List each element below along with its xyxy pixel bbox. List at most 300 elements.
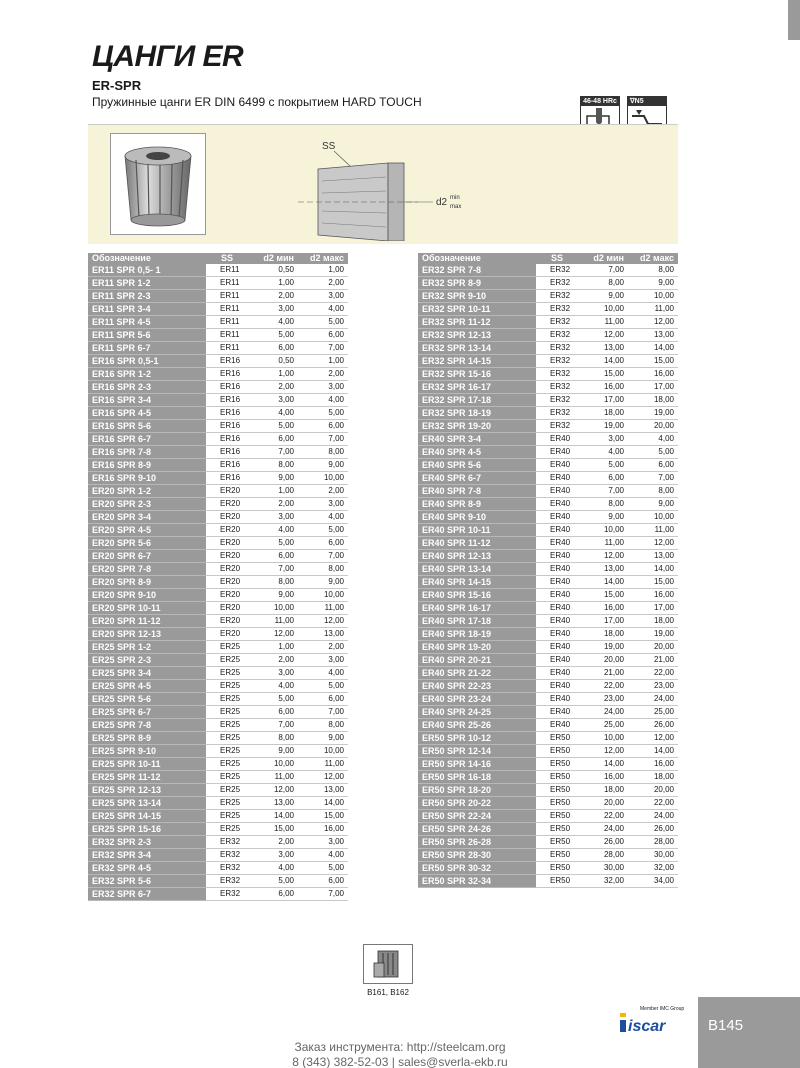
ss-cell: ER32	[206, 888, 248, 901]
d2-min-cell: 5,00	[248, 537, 298, 550]
d2-max-cell: 7,00	[298, 550, 348, 563]
d2-max-cell: 4,00	[298, 394, 348, 407]
ss-cell: ER40	[536, 654, 578, 667]
designation-cell: ER50 SPR 20-22	[418, 797, 536, 810]
table-row	[418, 407, 678, 420]
footer-order-line: Заказ инструмента: http://steelcam.org	[294, 1040, 506, 1054]
designation-cell: ER50 SPR 22-24	[418, 810, 536, 823]
d2-min-cell: 9,00	[248, 745, 298, 758]
d2-max-cell: 12,00	[628, 732, 678, 745]
collet-table-right	[418, 253, 678, 888]
table-row	[88, 485, 348, 498]
d2-max-cell: 9,00	[628, 498, 678, 511]
table-row	[418, 576, 678, 589]
designation-cell: ER25 SPR 5-6	[88, 693, 206, 706]
d2-max-cell: 16,00	[628, 589, 678, 602]
d2-min-cell: 9,00	[578, 511, 628, 524]
d2-min-cell: 4,00	[248, 680, 298, 693]
d2-min-cell: 0,50	[248, 264, 298, 277]
d2-max-cell: 13,00	[298, 784, 348, 797]
d2-min-cell: 8,00	[578, 277, 628, 290]
d2-max-cell: 9,00	[298, 459, 348, 472]
designation-cell: ER40 SPR 23-24	[418, 693, 536, 706]
table-row	[88, 368, 348, 381]
ss-cell: ER32	[536, 329, 578, 342]
ss-cell: ER16	[206, 381, 248, 394]
d2-min-cell: 15,00	[578, 368, 628, 381]
page-number: B145	[708, 1017, 744, 1034]
iscar-logo	[620, 1004, 685, 1039]
d2-max-cell: 14,00	[628, 342, 678, 355]
designation-cell: ER50 SPR 16-18	[418, 771, 536, 784]
d2-max-cell: 18,00	[628, 394, 678, 407]
table-row	[88, 563, 348, 576]
table-row	[418, 550, 678, 563]
ss-cell: ER32	[536, 303, 578, 316]
d2-max-cell: 21,00	[628, 654, 678, 667]
table-row	[418, 303, 678, 316]
ss-cell: ER32	[206, 875, 248, 888]
d2-min-cell: 15,00	[578, 589, 628, 602]
table-row	[88, 446, 348, 459]
ss-cell: ER25	[206, 810, 248, 823]
designation-cell: ER20 SPR 9-10	[88, 589, 206, 602]
header-designation: Обозначение	[418, 253, 536, 264]
table-row	[88, 719, 348, 732]
designation-cell: ER11 SPR 2-3	[88, 290, 206, 303]
designation-cell: ER50 SPR 26-28	[418, 836, 536, 849]
d2-max-cell: 20,00	[628, 641, 678, 654]
designation-cell: ER32 SPR 16-17	[418, 381, 536, 394]
d2-min-cell: 7,00	[248, 719, 298, 732]
table-row	[88, 784, 348, 797]
d2-max-cell: 16,00	[628, 368, 678, 381]
ss-cell: ER16	[206, 446, 248, 459]
ss-cell: ER40	[536, 693, 578, 706]
designation-cell: ER40 SPR 11-12	[418, 537, 536, 550]
table-row	[418, 602, 678, 615]
d2-min-cell: 28,00	[578, 849, 628, 862]
d2-min-cell: 13,00	[248, 797, 298, 810]
reference-pages: B161, B162	[367, 988, 409, 997]
d2-max-cell: 9,00	[628, 277, 678, 290]
designation-cell: ER40 SPR 22-23	[418, 680, 536, 693]
table-row	[88, 498, 348, 511]
min-label: min	[450, 195, 460, 201]
table-row	[418, 810, 678, 823]
max-label: max	[450, 204, 462, 210]
d2-min-cell: 6,00	[248, 433, 298, 446]
d2-min-cell: 2,00	[248, 290, 298, 303]
ss-cell: ER16	[206, 368, 248, 381]
d2-max-cell: 16,00	[628, 758, 678, 771]
d2-max-cell: 15,00	[298, 810, 348, 823]
table-row	[418, 433, 678, 446]
d2-min-cell: 5,00	[248, 693, 298, 706]
d2-min-cell: 32,00	[578, 875, 628, 888]
d2-min-cell: 1,00	[248, 485, 298, 498]
d2-min-cell: 2,00	[248, 381, 298, 394]
table-row	[88, 693, 348, 706]
table-row	[88, 745, 348, 758]
designation-cell: ER32 SPR 2-3	[88, 836, 206, 849]
ss-cell: ER40	[536, 589, 578, 602]
d2-min-cell: 25,00	[578, 719, 628, 732]
collet-dimension-diagram	[298, 133, 498, 241]
ss-cell: ER16	[206, 420, 248, 433]
d2-max-cell: 4,00	[298, 511, 348, 524]
d2-max-cell: 12,00	[298, 771, 348, 784]
designation-cell: ER32 SPR 8-9	[418, 277, 536, 290]
table-row	[418, 316, 678, 329]
table-row	[88, 641, 348, 654]
designation-cell: ER40 SPR 4-5	[418, 446, 536, 459]
ss-cell: ER32	[536, 316, 578, 329]
d2-min-cell: 8,00	[248, 732, 298, 745]
ss-cell: ER25	[206, 667, 248, 680]
ss-cell: ER25	[206, 784, 248, 797]
ss-cell: ER32	[536, 394, 578, 407]
ss-cell: ER50	[536, 745, 578, 758]
ss-cell: ER11	[206, 342, 248, 355]
ss-cell: ER32	[206, 836, 248, 849]
table-row	[418, 446, 678, 459]
table-row	[418, 459, 678, 472]
d2-max-cell: 14,00	[628, 745, 678, 758]
d2-min-cell: 7,00	[578, 485, 628, 498]
table-row	[418, 537, 678, 550]
ss-cell: ER50	[536, 797, 578, 810]
designation-cell: ER32 SPR 4-5	[88, 862, 206, 875]
ss-cell: ER32	[536, 407, 578, 420]
d2-min-cell: 3,00	[248, 849, 298, 862]
d2-min-cell: 1,00	[248, 277, 298, 290]
d2-max-cell: 30,00	[628, 849, 678, 862]
table-row	[88, 758, 348, 771]
d2-max-cell: 7,00	[298, 888, 348, 901]
designation-cell: ER32 SPR 14-15	[418, 355, 536, 368]
designation-cell: ER25 SPR 7-8	[88, 719, 206, 732]
designation-cell: ER40 SPR 14-15	[418, 576, 536, 589]
d2-max-cell: 16,00	[298, 823, 348, 836]
ss-cell: ER25	[206, 719, 248, 732]
designation-cell: ER20 SPR 8-9	[88, 576, 206, 589]
d2-max-cell: 8,00	[628, 264, 678, 277]
table-row	[88, 537, 348, 550]
ss-cell: ER25	[206, 732, 248, 745]
d2-max-cell: 32,00	[628, 862, 678, 875]
table-row	[88, 329, 348, 342]
table-row	[418, 758, 678, 771]
d2-min-cell: 5,00	[578, 459, 628, 472]
d2-min-cell: 24,00	[578, 823, 628, 836]
d2-min-cell: 7,00	[248, 563, 298, 576]
d2-max-cell: 11,00	[628, 524, 678, 537]
d2-max-cell: 10,00	[298, 472, 348, 485]
d2-max-cell: 5,00	[298, 316, 348, 329]
designation-cell: ER32 SPR 17-18	[418, 394, 536, 407]
ss-cell: ER32	[206, 862, 248, 875]
d2-max-cell: 18,00	[628, 771, 678, 784]
designation-cell: ER16 SPR 2-3	[88, 381, 206, 394]
brand-text: iscar	[628, 1018, 666, 1034]
d2-min-cell: 4,00	[248, 316, 298, 329]
ss-cell: ER32	[536, 290, 578, 303]
table-row	[88, 433, 348, 446]
d2-min-cell: 10,00	[578, 303, 628, 316]
d2-min-cell: 11,00	[578, 537, 628, 550]
designation-cell: ER20 SPR 6-7	[88, 550, 206, 563]
designation-cell: ER32 SPR 12-13	[418, 329, 536, 342]
designation-cell: ER20 SPR 12-13	[88, 628, 206, 641]
ss-cell: ER40	[536, 563, 578, 576]
designation-cell: ER50 SPR 24-26	[418, 823, 536, 836]
d2-max-cell: 8,00	[628, 485, 678, 498]
d2-min-cell: 5,00	[248, 875, 298, 888]
d2-min-cell: 5,00	[248, 329, 298, 342]
ss-cell: ER20	[206, 576, 248, 589]
ss-cell: ER25	[206, 654, 248, 667]
table-row	[88, 355, 348, 368]
d2-min-cell: 8,00	[248, 459, 298, 472]
d2-min-cell: 18,00	[578, 407, 628, 420]
ss-cell: ER20	[206, 589, 248, 602]
designation-cell: ER16 SPR 0,5-1	[88, 355, 206, 368]
table-row	[418, 329, 678, 342]
d2-min-cell: 2,00	[248, 498, 298, 511]
table-row	[418, 628, 678, 641]
d2-min-cell: 3,00	[248, 394, 298, 407]
product-code: ER-SPR	[92, 78, 142, 93]
designation-cell: ER32 SPR 11-12	[418, 316, 536, 329]
designation-cell: ER20 SPR 11-12	[88, 615, 206, 628]
designation-cell: ER11 SPR 6-7	[88, 342, 206, 355]
ss-cell: ER32	[536, 277, 578, 290]
d2-max-cell: 7,00	[298, 706, 348, 719]
ss-cell: ER20	[206, 524, 248, 537]
page-title: ЦАНГИ ER	[92, 40, 244, 73]
d2-max-cell: 3,00	[298, 381, 348, 394]
table-row	[88, 277, 348, 290]
d2-min-cell: 13,00	[578, 563, 628, 576]
d2-min-cell: 10,00	[578, 732, 628, 745]
d2-max-cell: 8,00	[298, 719, 348, 732]
d2-max-cell: 4,00	[298, 849, 348, 862]
designation-cell: ER16 SPR 1-2	[88, 368, 206, 381]
ss-cell: ER50	[536, 732, 578, 745]
designation-cell: ER11 SPR 1-2	[88, 277, 206, 290]
table-row	[418, 511, 678, 524]
d2-max-cell: 9,00	[298, 576, 348, 589]
d2-min-cell: 13,00	[578, 342, 628, 355]
ss-cell: ER32	[536, 342, 578, 355]
designation-cell: ER20 SPR 7-8	[88, 563, 206, 576]
d2-max-cell: 19,00	[628, 407, 678, 420]
table-row	[418, 745, 678, 758]
ss-label: SS	[322, 141, 336, 152]
designation-cell: ER32 SPR 5-6	[88, 875, 206, 888]
ss-cell: ER50	[536, 823, 578, 836]
designation-cell: ER40 SPR 18-19	[418, 628, 536, 641]
designation-cell: ER50 SPR 10-12	[418, 732, 536, 745]
table-row	[418, 277, 678, 290]
designation-cell: ER25 SPR 8-9	[88, 732, 206, 745]
designation-cell: ER32 SPR 10-11	[418, 303, 536, 316]
d2-min-cell: 17,00	[578, 394, 628, 407]
table-row	[88, 576, 348, 589]
d2-max-cell: 3,00	[298, 836, 348, 849]
designation-cell: ER32 SPR 15-16	[418, 368, 536, 381]
table-row	[88, 602, 348, 615]
table-row	[88, 888, 348, 901]
ss-cell: ER20	[206, 615, 248, 628]
table-row	[88, 810, 348, 823]
ss-cell: ER25	[206, 693, 248, 706]
d2-min-cell: 5,00	[248, 420, 298, 433]
d2-min-cell: 14,00	[578, 355, 628, 368]
designation-cell: ER25 SPR 10-11	[88, 758, 206, 771]
designation-cell: ER32 SPR 13-14	[418, 342, 536, 355]
header-designation: Обозначение	[88, 253, 206, 264]
ss-cell: ER25	[206, 745, 248, 758]
d2-min-cell: 3,00	[248, 511, 298, 524]
designation-cell: ER40 SPR 8-9	[418, 498, 536, 511]
designation-cell: ER32 SPR 7-8	[418, 264, 536, 277]
designation-cell: ER20 SPR 3-4	[88, 511, 206, 524]
d2-min-cell: 20,00	[578, 797, 628, 810]
d2-min-cell: 6,00	[248, 550, 298, 563]
d2-min-cell: 1,00	[248, 641, 298, 654]
d2-max-cell: 10,00	[298, 745, 348, 758]
table-row	[88, 732, 348, 745]
collet-image-icon	[111, 134, 205, 234]
header-d2-min: d2 мин	[248, 253, 298, 264]
table-row	[88, 615, 348, 628]
table-row	[418, 264, 678, 277]
table-row	[418, 498, 678, 511]
table-row	[418, 875, 678, 888]
d2-max-cell: 5,00	[298, 862, 348, 875]
d2-max-cell: 17,00	[628, 381, 678, 394]
d2-max-cell: 11,00	[628, 303, 678, 316]
d2-min-cell: 14,00	[578, 758, 628, 771]
d2-max-cell: 10,00	[298, 589, 348, 602]
d2-min-cell: 3,00	[248, 303, 298, 316]
ss-cell: ER11	[206, 264, 248, 277]
designation-cell: ER25 SPR 12-13	[88, 784, 206, 797]
d2-min-cell: 16,00	[578, 771, 628, 784]
table-row	[88, 550, 348, 563]
d2-min-cell: 16,00	[578, 381, 628, 394]
ss-cell: ER40	[536, 680, 578, 693]
d2-max-cell: 3,00	[298, 290, 348, 303]
d2-min-cell: 15,00	[248, 823, 298, 836]
ss-cell: ER40	[536, 446, 578, 459]
table-row	[418, 641, 678, 654]
ss-cell: ER32	[536, 420, 578, 433]
table-row	[88, 836, 348, 849]
table-row	[88, 823, 348, 836]
d2-max-cell: 2,00	[298, 485, 348, 498]
table-row	[418, 667, 678, 680]
table-row	[88, 875, 348, 888]
d2-min-cell: 9,00	[578, 290, 628, 303]
table-row	[418, 771, 678, 784]
table-row	[88, 628, 348, 641]
table-row	[418, 849, 678, 862]
table-row	[418, 472, 678, 485]
table-row	[418, 368, 678, 381]
ss-cell: ER40	[536, 602, 578, 615]
ss-cell: ER25	[206, 706, 248, 719]
ss-cell: ER11	[206, 290, 248, 303]
d2-min-cell: 20,00	[578, 654, 628, 667]
d2-label: d2	[436, 197, 448, 208]
d2-min-cell: 8,00	[248, 576, 298, 589]
d2-max-cell: 20,00	[628, 784, 678, 797]
designation-cell: ER20 SPR 10-11	[88, 602, 206, 615]
d2-max-cell: 5,00	[298, 680, 348, 693]
designation-cell: ER25 SPR 15-16	[88, 823, 206, 836]
designation-cell: ER50 SPR 32-34	[418, 875, 536, 888]
designation-cell: ER50 SPR 14-16	[418, 758, 536, 771]
ss-cell: ER40	[536, 628, 578, 641]
d2-max-cell: 11,00	[298, 602, 348, 615]
d2-min-cell: 10,00	[578, 524, 628, 537]
designation-cell: ER40 SPR 6-7	[418, 472, 536, 485]
ss-cell: ER20	[206, 511, 248, 524]
footer-contact-line: 8 (343) 382-52-03 | sales@sverla-ekb.ru	[292, 1055, 508, 1068]
designation-cell: ER25 SPR 4-5	[88, 680, 206, 693]
reference-thumbnail[interactable]	[363, 944, 413, 984]
d2-max-cell: 5,00	[298, 407, 348, 420]
ss-cell: ER20	[206, 498, 248, 511]
d2-max-cell: 5,00	[628, 446, 678, 459]
table-row	[418, 732, 678, 745]
header-ss: SS	[536, 253, 578, 264]
designation-cell: ER16 SPR 5-6	[88, 420, 206, 433]
d2-min-cell: 2,00	[248, 654, 298, 667]
designation-cell: ER20 SPR 5-6	[88, 537, 206, 550]
d2-min-cell: 3,00	[578, 433, 628, 446]
d2-max-cell: 6,00	[298, 420, 348, 433]
table-row	[88, 381, 348, 394]
d2-max-cell: 11,00	[298, 758, 348, 771]
designation-cell: ER50 SPR 12-14	[418, 745, 536, 758]
d2-max-cell: 5,00	[298, 524, 348, 537]
d2-min-cell: 4,00	[248, 407, 298, 420]
ss-cell: ER11	[206, 277, 248, 290]
ss-cell: ER40	[536, 641, 578, 654]
d2-min-cell: 19,00	[578, 420, 628, 433]
table-row	[88, 706, 348, 719]
designation-cell: ER50 SPR 18-20	[418, 784, 536, 797]
collet-table-left	[88, 253, 348, 901]
d2-min-cell: 7,00	[248, 446, 298, 459]
d2-max-cell: 22,00	[628, 667, 678, 680]
d2-min-cell: 7,00	[578, 264, 628, 277]
designation-cell: ER40 SPR 5-6	[418, 459, 536, 472]
d2-max-cell: 20,00	[628, 420, 678, 433]
d2-min-cell: 10,00	[248, 602, 298, 615]
table-row	[88, 654, 348, 667]
d2-min-cell: 4,00	[578, 446, 628, 459]
table-row	[418, 797, 678, 810]
table-row	[88, 589, 348, 602]
ss-cell: ER25	[206, 823, 248, 836]
ss-cell: ER16	[206, 433, 248, 446]
designation-cell: ER32 SPR 6-7	[88, 888, 206, 901]
